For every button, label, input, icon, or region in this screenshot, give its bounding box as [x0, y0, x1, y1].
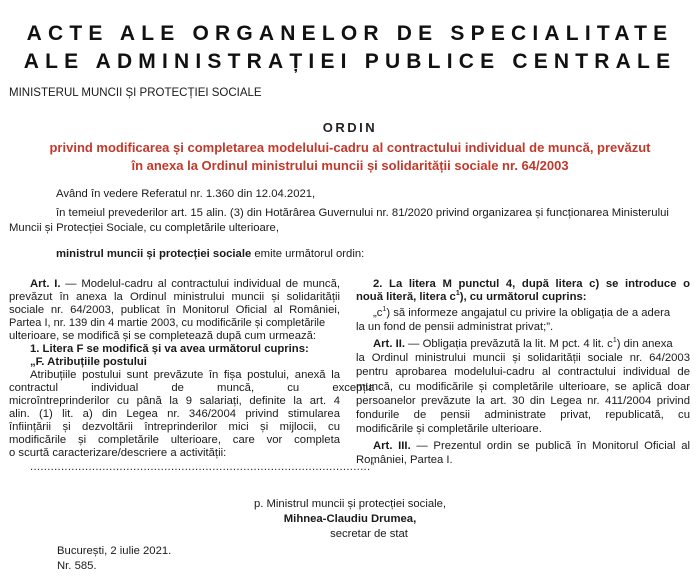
- signature-line-1: p. Ministrul muncii și protecției sociale,: [253, 498, 447, 510]
- c1-sup: 1: [382, 306, 387, 314]
- f-title: [30, 355, 147, 369]
- order-heading: ORDIN: [322, 120, 378, 135]
- c1-line-2: la un fond de pensii administrat privat;”.: [356, 321, 554, 333]
- art3-line-2: României, Partea I.: [356, 454, 453, 466]
- preamble-line-1: Având în vedere Referatul nr. 1.360 din 12.04.2021,: [56, 188, 316, 200]
- order-title-line-1: privind modificarea și completarea modelului-cadru al contractului individual de muncă, prevăzut: [49, 140, 651, 155]
- preamble-line-2: în temeiul prevederilor art. 15 alin. (3) din Hotărârea Guvernului nr. 81/2020 privind organizarea și funcționarea Ministerului: [56, 207, 669, 219]
- point2-text-1: 2. La litera M punctul 4, după litera c) se introduce o: [373, 278, 690, 290]
- point2-text-2a: nouă literă, litera c: [356, 291, 456, 303]
- art2-line-2: la Ordinul ministrului muncii și solidarității sociale nr. 64/2003: [356, 352, 690, 364]
- point2-line-1: [373, 277, 690, 291]
- art1-label: Art. I.: [30, 278, 61, 290]
- art2-text-1a: — Obligația prevăzută la lit. M pct. 4 lit. c: [405, 338, 613, 350]
- art2-line-1: [373, 337, 673, 351]
- c1-text-b: ) să informeze angajatul cu privire la obligația de a adera: [386, 307, 671, 319]
- f-line-1: Atribuțiile postului sunt prevăzute în fișa postului, anexă la: [30, 369, 340, 381]
- point1-text: 1. Litera F se modifică și va avea următorul cuprins:: [30, 343, 309, 355]
- f-line-6: modificările și completările ulterioare, care vor completa: [9, 434, 340, 446]
- order-title-line-2: în anexa la Ordinul ministrului muncii și solidarității sociale nr. 64/2003: [131, 158, 569, 173]
- point2-sup: 1: [455, 290, 460, 298]
- f-line-2: contractul individual de muncă, cu excepția: [9, 382, 375, 394]
- art1-line-3: sociale nr. 64/2003, publicat în Monitorul Oficial al României,: [9, 304, 340, 316]
- place-date: București, 2 iulie 2021.: [57, 545, 172, 557]
- header-line-1: ACTE ALE ORGANELOR DE SPECIALITATE: [26, 22, 674, 45]
- c1-line-1: [373, 306, 670, 320]
- signature-role: secretar de stat: [330, 528, 408, 540]
- art1-line-5: ulterioare, se modifică și se completează după cum urmează:: [9, 330, 317, 342]
- issuer-bold: ministrul muncii și protecției sociale: [56, 248, 252, 260]
- art2-sup: 1: [612, 337, 617, 345]
- order-number: Nr. 585.: [57, 560, 97, 572]
- f-line-4: alin. (1) lit. a) din Legea nr. 346/2004 privind stimularea: [9, 408, 340, 420]
- art1-line-2: prevăzut în anexa la Ordinul ministrului muncii și solidarității: [9, 291, 340, 303]
- dots-line: ...................................................................................................”: [30, 461, 375, 473]
- art3-line-1: [373, 439, 690, 453]
- art3-text-1: — Prezentul ordin se publică în Monitorul Oficial al: [410, 440, 690, 452]
- art1-text-1: — Modelul-cadru al contractului individual de muncă,: [60, 278, 340, 290]
- ministry-name: MINISTERUL MUNCII ȘI PROTECȚIEI SOCIALE: [9, 87, 262, 99]
- point1-heading: [30, 342, 309, 356]
- signature-name: [0, 512, 700, 526]
- f-line-5: înființării și dezvoltării întreprinderilor mici și mijlocii, cu: [9, 421, 340, 433]
- f-line-7: o scurtă caracterizare/descriere a activității:: [9, 447, 227, 459]
- art3-label: Art. III.: [373, 440, 411, 452]
- art1-line-1: [30, 277, 340, 291]
- f-line-3: microîntreprinderilor cu până la 9 salariați, definite la art. 4: [9, 395, 340, 407]
- art2-line-4: muncă, cu modificările și completările ulterioare, se aplică doar: [356, 381, 690, 393]
- issuer-rest: emite următorul ordin:: [251, 248, 365, 260]
- signature-name-text: Mihnea-Claudiu Drumea,: [283, 513, 417, 525]
- f-title-text: „F. Atribuțiile postului: [30, 356, 147, 368]
- header-line-2: ALE ADMINISTRAȚIEI PUBLICE CENTRALE: [23, 50, 677, 73]
- art2-line-3: pentru aprobarea modelului-cadru al contractului individual de: [356, 366, 690, 378]
- c1-text-a: „c: [373, 307, 383, 319]
- art2-line-7: modificările și completările ulterioare.: [356, 423, 542, 435]
- issuer-line: [56, 247, 364, 261]
- art2-line-6: fondurile de pensii administrate privat, republicată, cu: [356, 409, 690, 421]
- art2-label: Art. II.: [373, 338, 406, 350]
- art2-line-5: persoanelor prevăzute la art. 30 din Legea nr. 411/2004 privind: [356, 395, 690, 407]
- art1-line-4: Partea I, nr. 139 din 4 martie 2003, cu modificările și completările: [9, 317, 326, 329]
- point2-text-2b: ), cu următorul cuprins:: [459, 291, 587, 303]
- art2-text-1b: ) din anexa: [616, 338, 673, 350]
- point2-line-2: [356, 290, 587, 304]
- preamble-line-3: Muncii și Protecției Sociale, cu completările ulterioare,: [9, 222, 279, 234]
